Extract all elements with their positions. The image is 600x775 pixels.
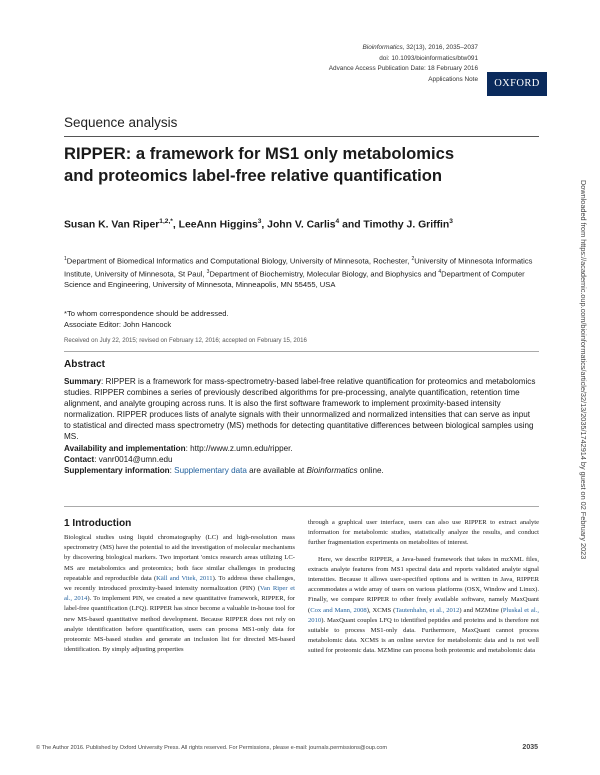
affiliations: $^1$Department of Biomedical Informatics and Computational Biology, University of Minnesota, Rochester, $^2$University of Minnesota Informatics Institute, University of Minnesota, St Paul, $^3$Department of Biochemistry, Molecular Biology, and Biophysics and $^4$Department of Computer Science and Engineering, University of Minnesota, Minneapolis, MN 55455, USA bbox=[64, 256, 533, 290]
journal-header bbox=[218, 43, 478, 85]
page-number: 2035 bbox=[522, 744, 538, 751]
author-list: Susan K. Van Riper$^{1,2,*}$, LeeAnn Higgins$^3$, John V. Carlis$^4$ and Timothy J. Griffin$^3$ bbox=[64, 218, 453, 231]
abstract-heading: Abstract bbox=[64, 359, 105, 370]
article-title: RIPPER: a framework for MS1 only metabolomics and proteomics label-free relative quantification bbox=[64, 144, 455, 185]
paragraph: Here, we describe RIPPER, a Java-based framework that takes in mzXML files, extracts analyte features from MS1 spectral data and reports validated analyte signal intensities. Because it allows user-specified options and is written in Java, RIPPER accommodates a wide array of users on various platforms (OSX, Window and Linux). Finally, we compare RIPPER to other freely available software, namely MaxQuant (Cox and Mann, 2008), XCMS (Tautenhahn, et al., 2012) and MZMine (Pluskal et al., 2010). MaxQuant couples LFQ to identified peptides and proteins and is therefore not suitable to process MS1-only data. Furthermore, MaxQuant cannot process metabolomic data. XCMS is an online service for metabolomic data and is not well suited for proteomic data. MZMine can process both proteomic and metabolomic data bbox=[308, 555, 539, 655]
citation-link[interactable]: Tautenhahn, et al., 2012 bbox=[395, 606, 460, 614]
abstract-contact: Contact: vanr0014@umn.edu bbox=[64, 454, 173, 464]
author-name[interactable]: and Timothy J. Griffin bbox=[339, 219, 450, 231]
correspondence-block bbox=[64, 308, 229, 330]
advance-access-date: Advance Access Publication Date: 18 February 2016 bbox=[328, 65, 478, 72]
correspondence-note: *To whom correspondence should be addressed. bbox=[64, 309, 229, 318]
citation-link[interactable]: Käll and Vitek, 2011 bbox=[156, 574, 213, 582]
section-divider bbox=[64, 136, 539, 137]
contact-email[interactable]: : vanr0014@umn.edu bbox=[94, 454, 173, 464]
doi[interactable]: doi: 10.1093/bioinformatics/btw091 bbox=[379, 54, 478, 62]
availability-url[interactable]: : http://www.z.umn.edu/ripper. bbox=[185, 443, 293, 453]
author-name[interactable]: Susan K. Van Riper bbox=[64, 219, 160, 231]
citation-link[interactable]: Van Riper et al., 2014 bbox=[64, 585, 296, 603]
associate-editor: Associate Editor: John Hancock bbox=[64, 320, 172, 329]
section-heading: Sequence analysis bbox=[64, 115, 178, 130]
journal-name: Bioinformatics bbox=[362, 44, 403, 51]
paragraph: Biological studies using liquid chromatography (LC) and high-resolution mass spectrometry (MS) have the potential to aid the investigation of molecular mechanisms by discovering biological markers. Two important 'omics research areas utilizing LC-MS are metabolomics and proteomics; both face similar challenges in producing repeatable and reproducible data (Käll and Vitek, 2011). To address these challenges, we recently introduced proximity-based intensity normalization (PIN) (Van Riper et al., 2014). To implement PIN, we created a new quantitative framework, RIPPER, for label-free quantification (LFQ). RIPPER has since become a valuable in-house tool for new MS-based quantitative method development. Because RIPPER does not rely on analyte identification before quantification, users can process MS1-only data for proteomic MS-based studies and generate an inclusion list for directed MS-based identification. By simply adjusting properties bbox=[64, 534, 296, 654]
abstract-supplementary: Supplementary information: Supplementary data are available at Bioinformatics online. bbox=[64, 465, 384, 475]
copyright-footer: © The Author 2016. Published by Oxford University Press. All rights reserved. For Permissions, please e-mail: journals.permissions@oup.com bbox=[36, 745, 388, 751]
body-column-left bbox=[64, 533, 295, 655]
abstract-summary: Summary: RIPPER is a framework for mass-spectrometry-based label-free relative quantification for proteomics and metabolomics studies. RIPPER combines a series of previously described algorithms for pre-processing, analyte quantification, retention time alignment, and analyte grouping across runs. It is also the first software framework to implement proximity-based intensity normalization. RIPPER produces lists of analyte signals with their unnormalized and normalized intensities that can serve as input to statistical and directed mass spectrometry (MS) methods for detecting quantitative differences between biological samples using MS. bbox=[64, 377, 536, 442]
citation-link[interactable]: Pluskal et al., 2010 bbox=[308, 606, 539, 624]
history-dates: Received on July 22, 2015; revised on February 12, 2016; accepted on February 15, 2016 bbox=[64, 337, 307, 344]
supplementary-data-link[interactable]: Supplementary data bbox=[174, 465, 247, 475]
journal-citation: Bioinformatics, 32(13), 2016, 2035–2037 bbox=[362, 44, 478, 51]
oxford-logo[interactable]: OXFORD bbox=[487, 72, 547, 96]
article-type: Applications Note bbox=[428, 75, 478, 83]
paragraph: through a graphical user interface, users can also use RIPPER to extract analyte information for metabolomic studies, statistically analyze the results, and conduct further fragmentation experiments on metabolites of interest. bbox=[308, 519, 539, 547]
author-name[interactable]: , John V. Carlis bbox=[261, 219, 336, 231]
abstract-body bbox=[64, 376, 539, 476]
abstract-divider-top bbox=[64, 351, 539, 352]
body-column-right bbox=[308, 518, 539, 657]
abstract-divider-bottom bbox=[64, 506, 539, 507]
download-watermark: Downloaded from https://academic.oup.com/bioinformatics/article/32/13/2035/1742914 by guest on 02 February 2023 bbox=[579, 180, 588, 560]
citation-link[interactable]: Cox and Mann, 2008 bbox=[310, 606, 367, 614]
abstract-availability: Availability and implementation: http://www.z.umn.edu/ripper. bbox=[64, 443, 293, 453]
introduction-heading: 1 Introduction bbox=[64, 518, 132, 529]
author-name[interactable]: , LeeAnn Higgins bbox=[172, 219, 258, 231]
